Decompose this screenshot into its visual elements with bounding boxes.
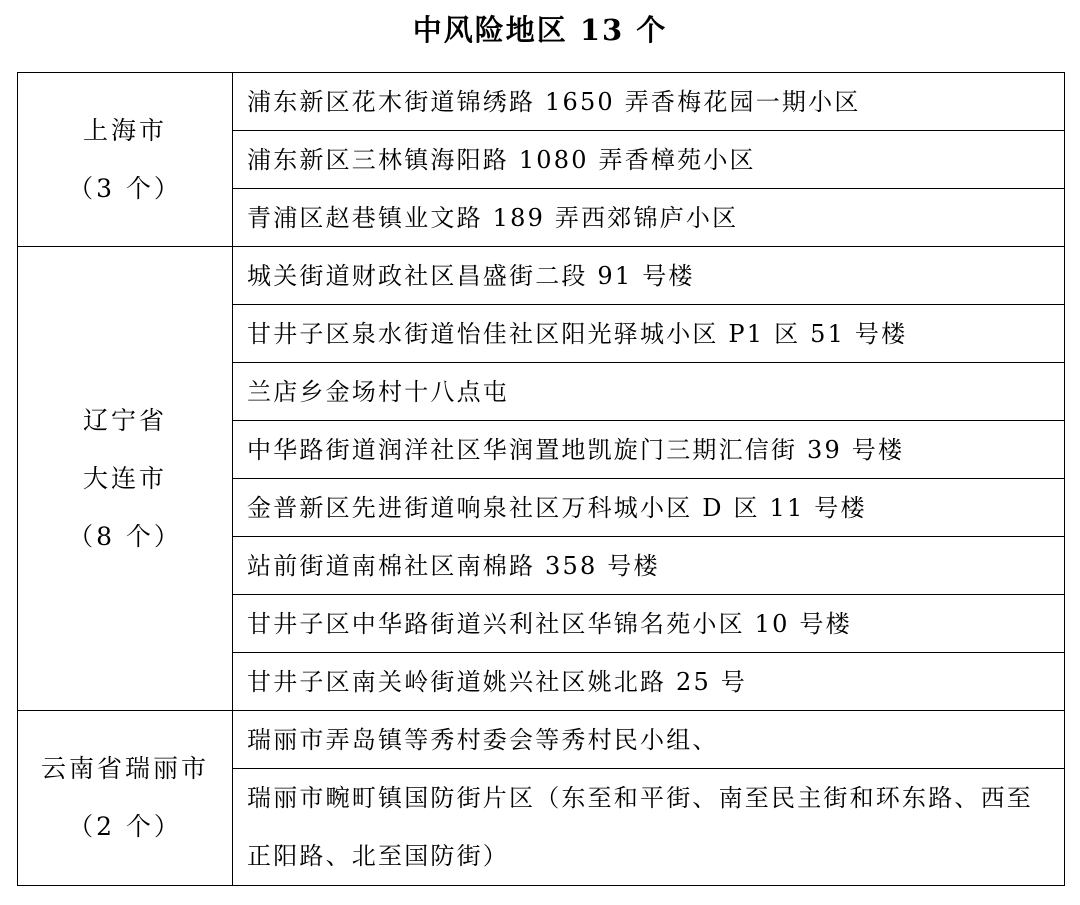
table-row — [18, 73, 1065, 131]
region-cell-ruili — [18, 711, 233, 886]
region-name: 大连市 — [82, 463, 167, 493]
area-cell: 甘井子区中华路街道兴利社区华锦名苑小区 10 号楼 — [233, 595, 1065, 653]
region-count: （8 个） — [68, 521, 182, 551]
region-name: 云南省瑞丽市 — [40, 754, 209, 783]
region-count: （3 个） — [68, 173, 182, 203]
area-cell: 浦东新区三林镇海阳路 1080 弄香樟苑小区 — [233, 131, 1065, 189]
area-cell: 浦东新区花木街道锦绣路 1650 弄香梅花园一期小区 — [233, 73, 1065, 131]
table-row — [18, 247, 1065, 305]
region-cell-shanghai — [18, 73, 233, 247]
region-cell-dalian — [18, 247, 233, 711]
area-cell: 站前街道南棉社区南棉路 358 号楼 — [233, 537, 1065, 595]
area-cell: 瑞丽市弄岛镇等秀村委会等秀村民小组、 — [233, 711, 1065, 769]
region-count: （2 个） — [68, 812, 182, 841]
area-cell: 兰店乡金场村十八点屯 — [233, 363, 1065, 421]
risk-area-table — [17, 72, 1065, 886]
table-row — [18, 711, 1065, 769]
region-province: 辽宁省 — [82, 405, 167, 435]
page-title: 中风险地区 13 个 — [412, 13, 668, 47]
area-cell: 甘井子区南关岭街道姚兴社区姚北路 25 号 — [233, 653, 1065, 711]
area-cell: 甘井子区泉水街道怡佳社区阳光驿城小区 P1 区 51 号楼 — [233, 305, 1065, 363]
area-cell: 瑞丽市畹町镇国防街片区（东至和平街、南至民主街和环东路、西至正阳路、北至国防街） — [233, 769, 1065, 886]
area-cell: 金普新区先进街道响泉社区万科城小区 D 区 11 号楼 — [233, 479, 1065, 537]
area-cell: 城关街道财政社区昌盛街二段 91 号楼 — [233, 247, 1065, 305]
area-cell: 青浦区赵巷镇业文路 189 弄西郊锦庐小区 — [233, 189, 1065, 247]
region-name: 上海市 — [82, 115, 167, 145]
area-cell: 中华路街道润洋社区华润置地凯旋门三期汇信街 39 号楼 — [233, 421, 1065, 479]
